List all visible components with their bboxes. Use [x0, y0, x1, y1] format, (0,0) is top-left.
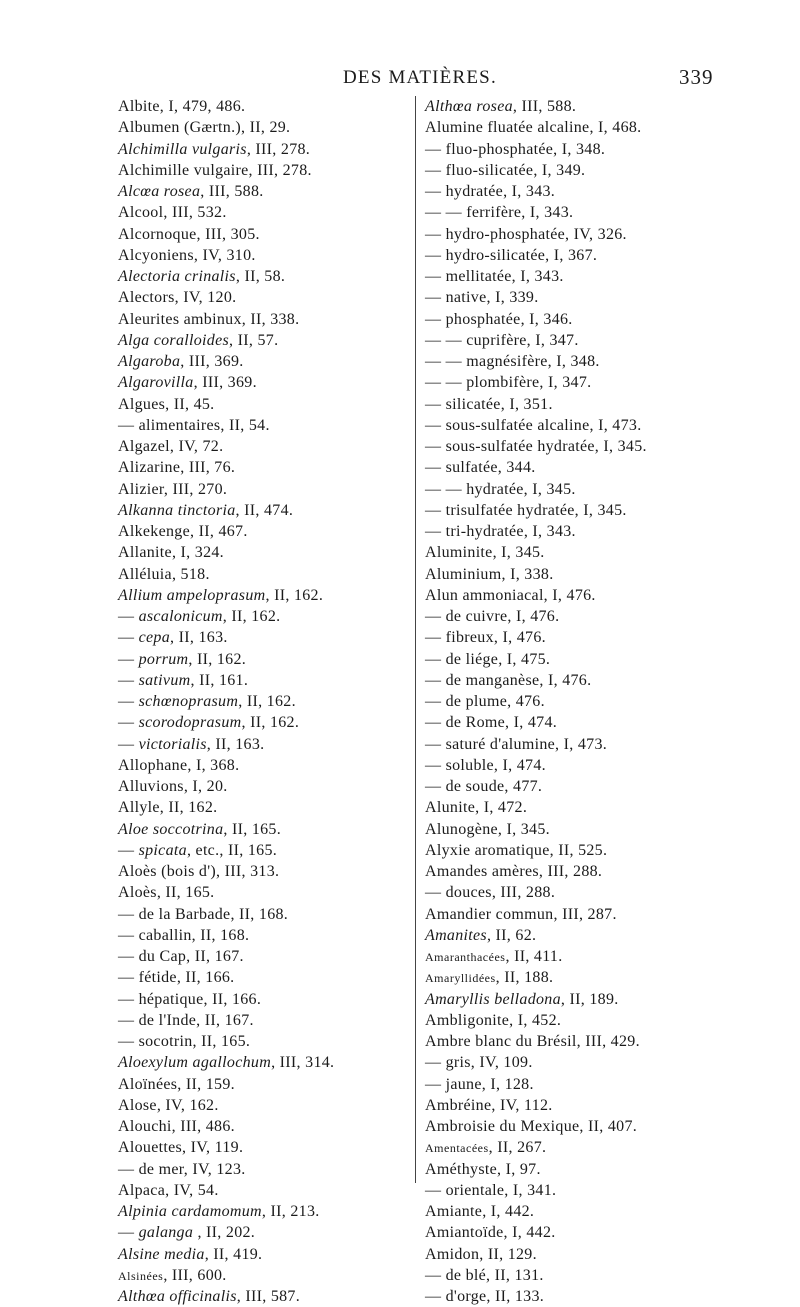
index-entry-text: — hépatique, II, 166.: [118, 990, 262, 1008]
index-entry: [118, 1052, 408, 1073]
index-entry-text: — fibreux, I, 476.: [425, 629, 546, 647]
index-entry-text: — hydro-phosphatée, IV, 326.: [425, 225, 627, 243]
index-entry-text: Amaranthacées: [425, 950, 506, 964]
index-entry-text: Alkanna tinctoria: [118, 501, 236, 519]
column-divider: [415, 96, 416, 1183]
index-entry: [425, 521, 725, 542]
index-entry-text: , III, 278.: [246, 140, 311, 158]
index-entry-text: , II, 202.: [193, 1224, 256, 1242]
index-entry-text: — sous-sulfatée alcaline, I, 473.: [425, 416, 642, 434]
index-entry: [425, 967, 725, 988]
index-entry-text: Alchimille vulgaire, III, 278.: [118, 161, 312, 179]
index-entry-text: Ambre blanc du Brésil, III, 429.: [425, 1033, 640, 1050]
index-entry-text: Amidon, II, 129.: [425, 1245, 537, 1263]
index-entry: [425, 1010, 725, 1031]
index-entry: [425, 989, 725, 1010]
index-entry-text: — de la Barbade, II, 168.: [118, 905, 289, 923]
index-entry: [425, 96, 725, 117]
index-entry-text: Alsine media: [118, 1245, 205, 1263]
index-entry: [118, 1201, 408, 1222]
index-entry: [118, 139, 408, 160]
index-entry-text: , etc., II, 165.: [186, 841, 278, 859]
index-entry: [118, 245, 408, 266]
index-entry-text: schœnoprasum: [138, 693, 239, 710]
index-entry-text: — de Rome, I, 474.: [425, 714, 558, 732]
index-entry: [425, 181, 725, 202]
index-entry-text: — tri-hydratée, I, 343.: [425, 523, 576, 540]
index-entry: [118, 96, 408, 117]
index-entry: [118, 1095, 408, 1116]
index-entry: [425, 330, 725, 351]
index-entry: [425, 309, 725, 330]
index-entry-text: — douces, III, 288.: [425, 884, 556, 902]
index-entry-text: Alchimilla vulgaris: [118, 140, 247, 158]
index-entry-text: Algarovilla: [118, 374, 194, 392]
index-entry-text: Alouettes, IV, 119.: [118, 1139, 244, 1157]
index-entry-text: Alluvions, I, 20.: [118, 778, 228, 795]
index-entry-text: Alcyoniens, IV, 310.: [118, 246, 256, 264]
index-entry-text: , II, 58.: [235, 268, 286, 285]
index-entry: [118, 861, 408, 882]
index-entry-text: Allophane, I, 368.: [118, 756, 240, 774]
index-entry: [425, 287, 725, 308]
index-entry: [425, 606, 725, 627]
index-entry-text: Alléluia, 518.: [118, 565, 210, 583]
index-entry: [118, 691, 408, 712]
index-entry: [425, 245, 725, 266]
index-entry-text: Alouchi, III, 486.: [118, 1118, 235, 1135]
index-entry-text: Ambréine, IV, 112.: [425, 1096, 553, 1114]
index-entry-text: Amandier commun, III, 287.: [425, 905, 617, 923]
index-entry: [425, 436, 725, 457]
index-entry-text: —: [118, 629, 139, 647]
index-entry-text: — du Cap, II, 167.: [118, 948, 244, 965]
index-entry: [425, 564, 725, 585]
index-entry-text: Aluminium, I, 338.: [425, 565, 554, 583]
index-entry-text: , III, 600.: [163, 1266, 227, 1284]
index-entry: [425, 1052, 725, 1073]
index-entry: [425, 670, 725, 691]
index-entry-text: , III, 588.: [200, 183, 264, 200]
index-entry: [425, 946, 725, 967]
index-entry-text: Ambligonite, I, 452.: [425, 1011, 562, 1029]
index-entry-text: — de mer, IV, 123.: [118, 1160, 246, 1178]
index-entry: [425, 1095, 725, 1116]
index-entry-text: Alpaca, IV, 54.: [118, 1181, 219, 1199]
index-entry-text: — de blé, II, 131.: [425, 1266, 544, 1284]
index-entry: [118, 1180, 408, 1201]
index-entry-text: — socotrin, II, 165.: [118, 1033, 251, 1050]
index-entry-text: , II, 188.: [495, 969, 554, 987]
index-entry: [118, 202, 408, 223]
index-entry-text: Amaryllis belladona: [425, 990, 561, 1008]
index-entry-text: — fluo-silicatée, I, 349.: [425, 161, 586, 179]
index-entry-text: — de soude, 477.: [425, 778, 543, 795]
index-entry-text: Allyle, II, 162.: [118, 799, 218, 817]
index-entry-text: — fluo-phosphatée, I, 348.: [425, 140, 606, 158]
index-entry: [118, 564, 408, 585]
index-entry-text: , II, 162.: [265, 586, 324, 604]
index-entry-text: , II, 411.: [505, 948, 563, 965]
index-entry: [425, 1116, 725, 1137]
index-entry: [425, 372, 725, 393]
index-column-left: [118, 96, 408, 1307]
index-entry: [425, 351, 725, 372]
index-entry-text: — d'orge, II, 133.: [425, 1288, 545, 1305]
index-entry: [118, 627, 408, 648]
index-entry: [425, 925, 725, 946]
index-entry: [118, 436, 408, 457]
index-entry-text: Alga coralloides: [118, 331, 230, 349]
index-entry: [118, 1137, 408, 1158]
index-entry-text: , II, 163.: [170, 629, 228, 647]
index-entry: [118, 1116, 408, 1137]
index-entry-text: spicata: [138, 841, 187, 859]
index-entry: [425, 627, 725, 648]
index-entry: [118, 1010, 408, 1031]
index-entry-text: —: [118, 841, 139, 859]
index-entry: [425, 160, 725, 181]
index-entry-text: Amiantoïde, I, 442.: [425, 1224, 556, 1242]
index-entry: [425, 1265, 725, 1286]
index-entry: [425, 266, 725, 287]
index-entry-text: , III, 314.: [271, 1054, 335, 1072]
index-entry-text: — orientale, I, 341.: [425, 1181, 557, 1199]
index-entry: [118, 797, 408, 818]
index-entry-text: Amaryllidées: [425, 971, 496, 986]
index-entry: [425, 117, 725, 138]
index-entry: [118, 415, 408, 436]
index-entry-text: Albumen (Gærtn.), II, 29.: [118, 119, 291, 137]
index-entry: [425, 1286, 725, 1307]
index-entry: [425, 1180, 725, 1201]
index-entry-text: — soluble, I, 474.: [425, 756, 546, 774]
index-entry-text: Aloès, II, 165.: [118, 884, 215, 902]
page-header-title: DES MATIÈRES.: [343, 67, 497, 88]
index-entry-text: Alunogène, I, 345.: [425, 820, 550, 838]
index-entry-text: scorodoprasum: [138, 714, 242, 732]
index-entry-text: Aloe soccotrina: [118, 820, 224, 838]
index-entry-text: Alcornoque, III, 305.: [118, 225, 260, 243]
index-entry: [425, 585, 725, 606]
index-entry: [118, 117, 408, 138]
index-entry: [118, 989, 408, 1010]
index-entry: [118, 1265, 408, 1286]
index-entry-text: — mellitatée, I, 343.: [425, 268, 564, 285]
index-entry-text: — native, I, 339.: [425, 289, 539, 307]
index-entry-text: Albite, I, 479, 486.: [118, 98, 246, 115]
index-entry-text: Alkekenge, II, 467.: [118, 523, 248, 540]
index-entry: [118, 330, 408, 351]
index-entry: [118, 521, 408, 542]
index-entry-text: ascalonicum: [138, 608, 223, 625]
index-entry: [425, 202, 725, 223]
index-entry-text: Alunite, I, 472.: [425, 799, 528, 817]
index-entry-text: — phosphatée, I, 346.: [425, 310, 573, 328]
index-entry: [425, 224, 725, 245]
index-entry-text: Alizarine, III, 76.: [118, 459, 236, 477]
index-entry-text: Alumine fluatée alcaline, I, 468.: [425, 119, 642, 137]
index-entry: [425, 457, 725, 478]
index-entry: [425, 500, 725, 521]
index-entry-text: galanga: [138, 1224, 194, 1242]
index-entry-text: — hydro-silicatée, I, 367.: [425, 246, 598, 264]
index-entry-text: Alpinia cardamomum: [118, 1203, 262, 1220]
index-entry: [425, 861, 725, 882]
index-entry-text: — hydratée, I, 343.: [425, 183, 556, 200]
index-entry-text: Algues, II, 45.: [118, 395, 215, 413]
index-entry: [425, 1222, 725, 1243]
index-entry: [118, 1244, 408, 1265]
index-entry-text: , II, 162.: [241, 714, 300, 732]
index-entry-text: — de plume, 476.: [425, 693, 545, 710]
index-entry: [425, 755, 725, 776]
index-entry-text: Alyxie aromatique, II, 525.: [425, 841, 608, 859]
index-entry: [118, 351, 408, 372]
index-entry-text: , III, 588.: [512, 98, 577, 115]
index-entry-text: Aloès (bois d'), III, 313.: [118, 863, 280, 880]
index-entry: [425, 819, 725, 840]
index-entry-text: Améthyste, I, 97.: [425, 1160, 541, 1178]
index-entry: [425, 882, 725, 903]
index-entry: [425, 649, 725, 670]
index-entry-text: — — ferrifère, I, 343.: [425, 204, 574, 222]
index-entry-text: , II, 213.: [261, 1203, 320, 1220]
index-entry: [118, 649, 408, 670]
index-entry: [425, 479, 725, 500]
index-entry-text: porrum: [138, 650, 189, 668]
index-entry-text: , II, 162.: [188, 650, 247, 668]
index-entry: [118, 734, 408, 755]
index-entry: [118, 500, 408, 521]
index-entry-text: Amiante, I, 442.: [425, 1203, 535, 1220]
index-entry: [118, 309, 408, 330]
index-entry: [425, 840, 725, 861]
index-entry: [118, 967, 408, 988]
index-entry-text: Amentacées: [425, 1141, 489, 1156]
index-entry: [118, 925, 408, 946]
index-entry-text: — — hydratée, I, 345.: [425, 480, 576, 498]
index-entry: [118, 776, 408, 797]
index-entry-text: —: [118, 1224, 139, 1242]
index-entry-text: , II, 57.: [229, 331, 279, 349]
index-entry-text: Allanite, I, 324.: [118, 544, 224, 562]
index-entry-text: Alectoria crinalis: [118, 268, 236, 285]
index-entry: [425, 1137, 725, 1158]
index-entry: [425, 542, 725, 563]
index-entry-text: Aluminite, I, 345.: [425, 544, 545, 562]
index-entry-text: — de l'Inde, II, 167.: [118, 1011, 254, 1029]
index-entry: [118, 712, 408, 733]
index-entry-text: Alizier, III, 270.: [118, 480, 228, 498]
index-entry-text: — trisulfatée hydratée, I, 345.: [425, 501, 627, 519]
index-entry: [425, 712, 725, 733]
index-entry-text: , II, 163.: [206, 735, 265, 753]
index-entry: [425, 691, 725, 712]
index-entry: [118, 904, 408, 925]
index-entry-text: —: [118, 714, 139, 732]
index-entry: [425, 394, 725, 415]
index-entry: [118, 755, 408, 776]
index-entry-text: — silicatée, I, 351.: [425, 395, 553, 413]
index-entry-text: Alcool, III, 532.: [118, 204, 227, 222]
index-entry-text: — jaune, I, 128.: [425, 1075, 534, 1093]
index-entry-text: Aloïnées, II, 159.: [118, 1075, 235, 1093]
index-entry: [118, 606, 408, 627]
index-entry-text: — de cuivre, I, 476.: [425, 608, 560, 625]
index-entry: [118, 585, 408, 606]
index-entry-text: — saturé d'alumine, I, 473.: [425, 735, 608, 753]
index-entry-text: Amandes amères, III, 288.: [425, 863, 603, 880]
index-entry: [425, 1244, 725, 1265]
index-entry: [425, 797, 725, 818]
index-entry-text: Althœa rosea: [425, 98, 513, 115]
index-entry: [118, 946, 408, 967]
page-number: 339: [679, 65, 714, 89]
index-entry-text: —: [118, 671, 139, 689]
index-entry-text: — gris, IV, 109.: [425, 1054, 533, 1072]
index-entry-text: , II, 474.: [235, 501, 294, 519]
index-entry-text: —: [118, 693, 139, 710]
index-entry-text: Alectors, IV, 120.: [118, 289, 237, 307]
index-entry: [425, 1159, 725, 1180]
index-entry-text: , III, 587.: [236, 1288, 301, 1305]
index-entry-text: , III, 369.: [180, 353, 244, 370]
index-entry-text: Aloexylum agallochum: [118, 1054, 272, 1072]
index-entry: [118, 542, 408, 563]
index-entry-text: Alose, IV, 162.: [118, 1096, 219, 1114]
index-entry: [118, 1159, 408, 1180]
index-entry-text: —: [118, 735, 139, 753]
index-entry: [425, 1201, 725, 1222]
index-entry-text: sativum: [138, 671, 191, 689]
index-entry-text: — de manganèse, I, 476.: [425, 671, 592, 689]
index-entry-text: — — cuprifère, I, 347.: [425, 331, 579, 349]
index-entry: [425, 734, 725, 755]
index-entry-text: Althœa officinalis: [118, 1288, 237, 1305]
index-entry-text: cepa: [138, 629, 171, 647]
index-entry-text: , II, 62.: [486, 926, 537, 944]
index-entry: [118, 160, 408, 181]
index-entry-text: Alun ammoniacal, I, 476.: [425, 586, 596, 604]
index-entry-text: Ambroisie du Mexique, II, 407.: [425, 1118, 638, 1135]
index-entry-text: — caballin, II, 168.: [118, 926, 250, 944]
index-entry-text: —: [118, 608, 139, 625]
index-entry-text: — — plombifère, I, 347.: [425, 374, 592, 392]
index-entry-text: Algazel, IV, 72.: [118, 438, 224, 455]
index-entry-text: — — magnésifère, I, 348.: [425, 353, 600, 370]
index-entry-text: — alimentaires, II, 54.: [118, 416, 270, 434]
index-entry: [118, 1074, 408, 1095]
index-entry: [425, 415, 725, 436]
index-entry-text: Aleurites ambinux, II, 338.: [118, 310, 300, 328]
index-entry-text: —: [118, 650, 139, 668]
index-entry-text: , II, 162.: [222, 608, 281, 625]
index-entry-text: Alsinées: [118, 1268, 164, 1283]
index-entry: [118, 224, 408, 245]
index-entry-text: , II, 189.: [560, 990, 619, 1008]
index-entry: [118, 372, 408, 393]
index-entry: [118, 287, 408, 308]
index-entry-text: , II, 267.: [488, 1139, 547, 1157]
index-entry: [118, 840, 408, 861]
index-entry-text: — sulfatée, 344.: [425, 459, 536, 477]
index-entry: [118, 457, 408, 478]
index-entry-text: , II, 419.: [204, 1245, 263, 1263]
index-entry: [425, 776, 725, 797]
index-entry: [118, 394, 408, 415]
index-entry-text: , III, 369.: [193, 374, 257, 392]
index-entry: [118, 882, 408, 903]
index-entry: [118, 1222, 408, 1243]
index-entry-text: — fétide, II, 166.: [118, 969, 235, 987]
index-entry: [118, 1286, 408, 1307]
index-entry: [118, 670, 408, 691]
index-entry: [118, 1031, 408, 1052]
index-entry: [118, 266, 408, 287]
index-entry-text: Algaroba: [118, 353, 181, 370]
index-entry-text: , II, 162.: [238, 693, 296, 710]
index-entry: [118, 479, 408, 500]
index-entry: [118, 819, 408, 840]
index-entry-text: Amanites: [425, 926, 487, 944]
index-column-right: [425, 96, 725, 1307]
index-entry-text: victorialis: [138, 735, 207, 753]
index-entry: [425, 139, 725, 160]
index-entry: [118, 181, 408, 202]
index-entry: [425, 1031, 725, 1052]
index-entry-text: — de liége, I, 475.: [425, 650, 551, 668]
index-entry-text: — sous-sulfatée hydratée, I, 345.: [425, 438, 647, 455]
index-entry-text: Alcœa rosea: [118, 183, 201, 200]
index-entry: [425, 904, 725, 925]
index-entry-text: , II, 165.: [223, 820, 282, 838]
index-entry-text: Allium ampeloprasum: [118, 586, 266, 604]
index-entry-text: , II, 161.: [190, 671, 249, 689]
index-entry: [425, 1074, 725, 1095]
